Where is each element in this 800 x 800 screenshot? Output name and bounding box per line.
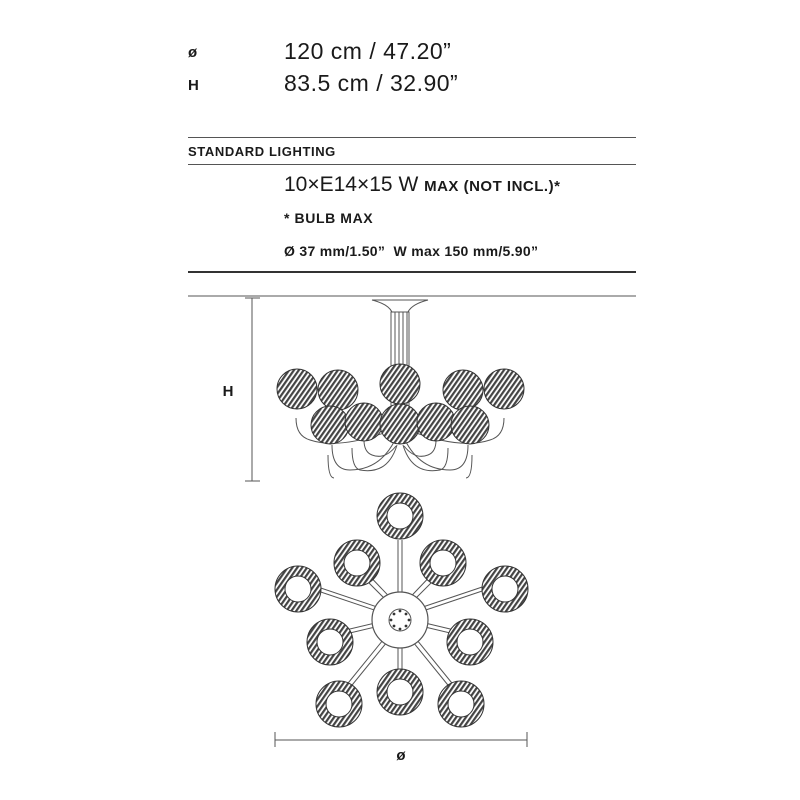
globe-top-icon — [307, 619, 353, 665]
globe-top-icon — [377, 669, 423, 715]
height-label: H — [188, 77, 199, 94]
bulb-note: * BULB MAX — [284, 210, 374, 226]
globe-icon — [380, 404, 420, 444]
globe-top-icon — [275, 566, 321, 612]
globe-top-icon — [377, 493, 423, 539]
globe-icon — [443, 370, 483, 410]
height-dimension — [223, 298, 260, 481]
lighting-spec-value: 10×E14×15 W — [284, 173, 419, 196]
height-marker: H — [222, 383, 234, 400]
bulb-dims: Ø 37 mm/1.50” W max 150 mm/5.90” — [284, 243, 539, 259]
lighting-spec-suffix: MAX (NOT INCL.)* — [424, 178, 561, 195]
diameter-label: ø — [188, 44, 198, 61]
globe-icon — [311, 406, 349, 444]
globe-top-icon — [316, 681, 362, 727]
side-globes — [277, 364, 524, 444]
globe-top-icon — [334, 540, 380, 586]
diameter-value: 120 cm / 47.20” — [284, 38, 452, 64]
globe-top-icon — [447, 619, 493, 665]
globe-icon — [451, 406, 489, 444]
diameter-marker: ø — [396, 747, 406, 764]
globe-icon — [318, 370, 358, 410]
globe-icon — [345, 403, 383, 441]
globe-top-icon — [420, 540, 466, 586]
center-hub-icon — [372, 592, 428, 648]
globe-icon — [277, 369, 317, 409]
globe-top-icon — [482, 566, 528, 612]
globe-icon — [380, 364, 420, 404]
globe-icon — [417, 403, 455, 441]
section-title: STANDARD LIGHTING — [188, 144, 336, 159]
globe-icon — [484, 369, 524, 409]
height-value: 83.5 cm / 32.90” — [284, 70, 459, 96]
diameter-dimension — [275, 732, 527, 764]
globe-top-icon — [438, 681, 484, 727]
